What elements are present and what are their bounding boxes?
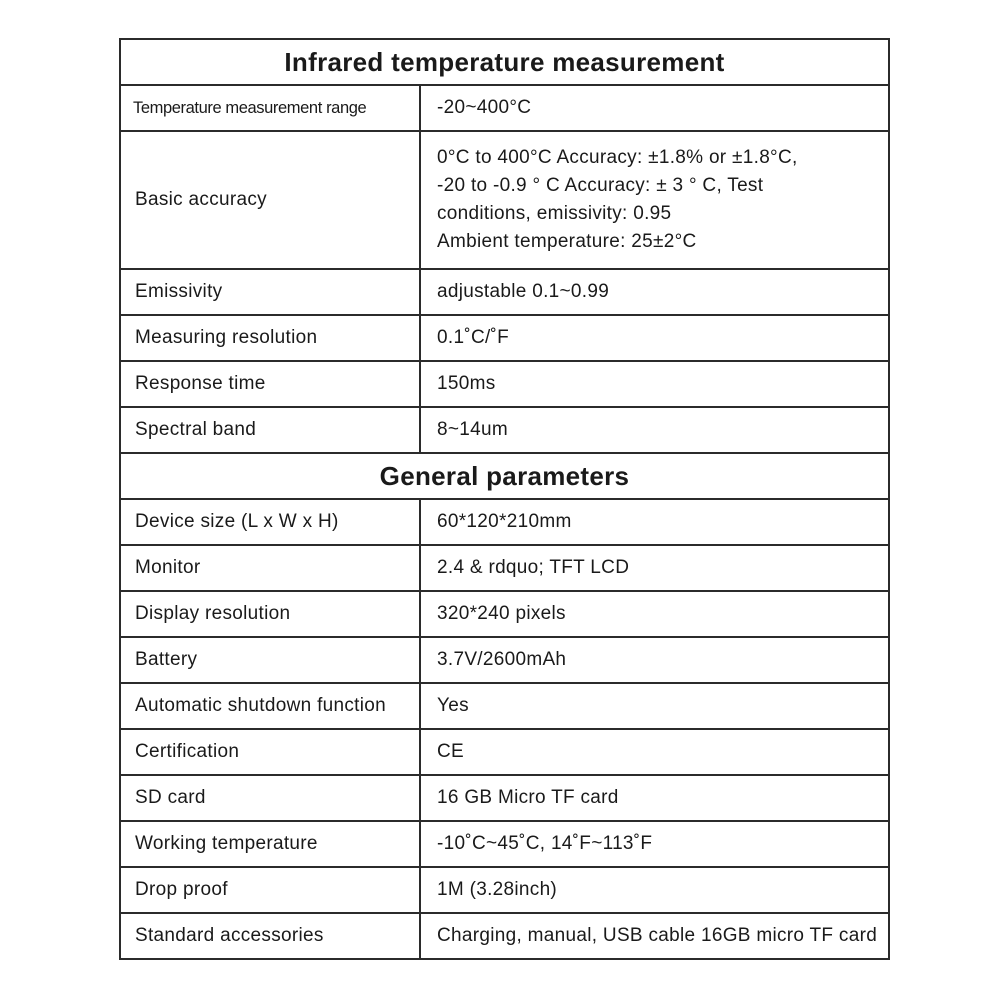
table-row	[120, 407, 889, 453]
row-value: Yes	[420, 683, 889, 729]
value-line: -20 to -0.9 ° C Accuracy: ± 3 ° C, Test	[437, 175, 764, 196]
row-value: -20~400°C	[420, 85, 889, 131]
row-label: Basic accuracy	[120, 131, 420, 269]
row-label: Automatic shutdown function	[120, 683, 420, 729]
row-value: 2.4 & rdquo; TFT LCD	[420, 545, 889, 591]
row-label: Emissivity	[120, 269, 420, 315]
value-line: 0°C to 400°C Accuracy: ±1.8% or ±1.8°C,	[437, 147, 798, 168]
table-row	[120, 775, 889, 821]
row-value: CE	[420, 729, 889, 775]
table-row	[120, 821, 889, 867]
row-value: adjustable 0.1~0.99	[420, 269, 889, 315]
row-value: Charging, manual, USB cable 16GB micro TF card	[420, 913, 889, 959]
table-row	[120, 683, 889, 729]
row-label: Display resolution	[120, 591, 420, 637]
row-label: Working temperature	[120, 821, 420, 867]
row-value: 3.7V/2600mAh	[420, 637, 889, 683]
row-value	[420, 131, 889, 269]
row-label: Monitor	[120, 545, 420, 591]
row-label: Drop proof	[120, 867, 420, 913]
row-label: Spectral band	[120, 407, 420, 453]
table-row	[120, 637, 889, 683]
table-row	[120, 499, 889, 545]
row-label: Certification	[120, 729, 420, 775]
table-row	[120, 913, 889, 959]
row-label: Response time	[120, 361, 420, 407]
table-row	[120, 131, 889, 269]
row-value: 8~14um	[420, 407, 889, 453]
section-title: Infrared temperature measurement	[120, 39, 889, 85]
row-label: Standard accessories	[120, 913, 420, 959]
table-row	[120, 269, 889, 315]
row-label: Measuring resolution	[120, 315, 420, 361]
table-row	[120, 85, 889, 131]
row-value: 0.1˚C/˚F	[420, 315, 889, 361]
table-row	[120, 545, 889, 591]
table-row	[120, 315, 889, 361]
row-value: 60*120*210mm	[420, 499, 889, 545]
section-header-general	[120, 453, 889, 499]
row-value: 150ms	[420, 361, 889, 407]
table-row	[120, 591, 889, 637]
row-label: SD card	[120, 775, 420, 821]
row-value: 1M (3.28inch)	[420, 867, 889, 913]
row-label: Battery	[120, 637, 420, 683]
row-label: Temperature measurement range	[120, 85, 420, 131]
table-row	[120, 867, 889, 913]
row-value: 16 GB Micro TF card	[420, 775, 889, 821]
row-label: Device size (L x W x H)	[120, 499, 420, 545]
value-line: Ambient temperature: 25±2°C	[437, 231, 697, 252]
section-title: General parameters	[120, 453, 889, 499]
spec-table	[119, 38, 890, 960]
section-header-infrared	[120, 39, 889, 85]
value-line: conditions, emissivity: 0.95	[437, 203, 672, 224]
row-value: -10˚C~45˚C, 14˚F~113˚F	[420, 821, 889, 867]
row-value: 320*240 pixels	[420, 591, 889, 637]
table-row	[120, 729, 889, 775]
table-row	[120, 361, 889, 407]
